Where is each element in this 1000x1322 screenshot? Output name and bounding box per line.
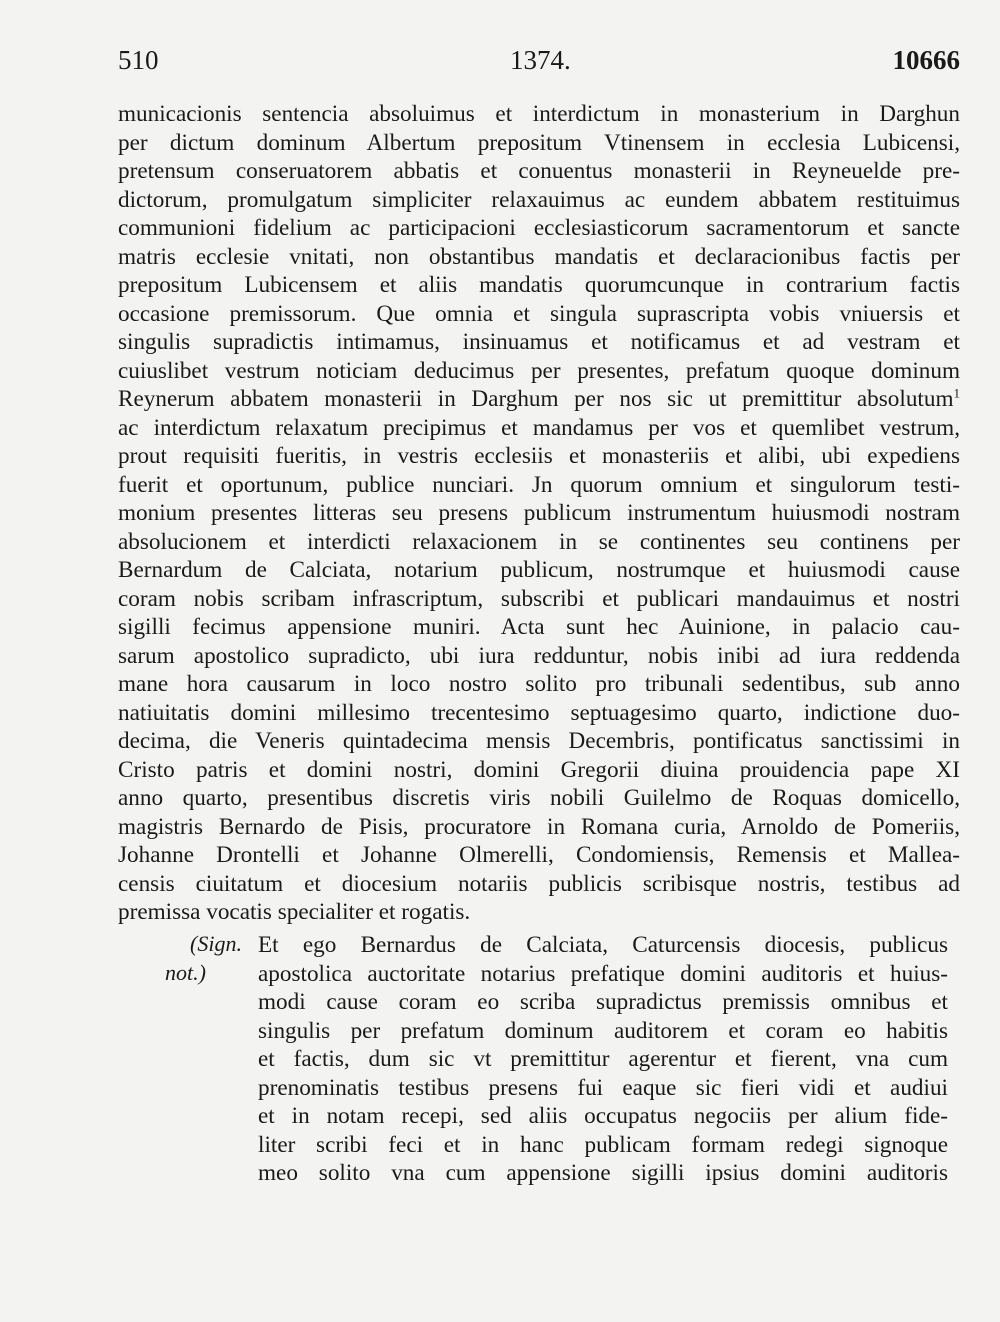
text-line: municacionis sentencia absoluimus et interdictum in monasterium in Darghun [118,101,960,127]
notary-line: modi cause coram eo scriba supradictus premissis omnibus et [258,989,948,1015]
text-line: Bernardum de Calciata, notarium publicum, nostrumque et huiusmodi cause [118,557,960,583]
text-line: premissa vocatis specialiter et rogatis. [118,899,471,925]
text-line: magistris Bernardo de Pisis, procuratore in Romana curia, Arnoldo de Pomeriis, [118,813,960,840]
notary-line: meo solito vna cum appensione sigilli ipsius domini auditoris [258,1160,948,1186]
text-line: singulis supradictis intimamus, insinuamus et notificamus et ad vestram et [118,329,960,355]
text-line: per dictum dominum Albertum prepositum Vtinensem in ecclesia Lubicensi, [118,129,960,156]
notary-line: apostolica auctoritate notarius prefatique domini auditoris et huius- [258,960,948,987]
text-line: fuerit et oportunum, publice nunciari. Jn quorum omnium et singulorum testi- [118,471,960,498]
text-line-part: Reynerum abbatem monasterii in Darghum per nos sic ut premittitur absolutum [118,386,954,412]
marginal-note-line: (Sign. [190,931,242,956]
notary-line: liter scribi feci et in hanc publicam formam redegi signoque [258,1131,948,1158]
text-line: ac interdictum relaxatum precipimus et mandamus per vos et quemlibet vestrum, [118,414,960,441]
text-line: sigilli fecimus appensione muniri. Acta sunt hec Auinione, in palacio cau- [118,614,960,640]
text-line: monium presentes litteras seu presens publicum instrumentum huiusmodi nostram [118,500,960,526]
text-line: matris ecclesie vnitati, non obstantibus mandatis et declaracionibus factis per [118,243,960,270]
notary-line: et factis, dum sic vt premittitur agerentur et fierent, vna cum [258,1046,948,1072]
text-line: natiuitatis domini millesimo trecentesimo septuagesimo quarto, indictione duo- [118,699,960,726]
text-line: sarum apostolico supradicto, ubi iura redduntur, nobis inibi ad iura reddenda [118,642,960,669]
notary-line: prenominatis testibus presens fui eaque sic fieri vidi et audiui [258,1074,948,1101]
text-line: decima, die Veneris quintadecima mensis Decembris, pontificatus sanctissimi in [118,728,960,754]
text-line: anno quarto, presentibus discretis viris nobili Guilelmo de Roquas domicello, [118,785,960,811]
document-year: 1374. [510,45,571,75]
text-line: Johanne Drontelli et Johanne Olmerelli, Condomiensis, Remensis et Mallea- [118,842,960,868]
text-line: mane hora causarum in loco nostro solito pro tribunali sedentibus, sub anno [118,671,960,697]
text-line: dictorum, promulgatum simpliciter relaxauimus ac eundem abbatem restituimus [118,186,960,213]
text-line: occasione premissorum. Que omnia et singula suprascripta vobis vniuersis et [118,300,960,327]
text-line: pretensum conseruatorem abbatis et conuentus monasterii in Reyneuelde pre- [118,158,960,184]
notary-line: singulis per prefatum dominum auditorem et coram eo habitis [258,1017,948,1044]
text-line: communioni fidelium ac participacioni ecclesiasticorum sacramentorum et sancte [118,215,960,241]
text-line: cuiuslibet vestrum noticiam deducimus per presentes, prefatum quoque dominum [118,357,960,384]
text-line: censis ciuitatum et diocesium notariis publicis scribisque nostris, testibus ad [118,870,960,897]
text-line: coram nobis scribam infrascriptum, subscribi et publicari mandauimus et nostri [118,585,960,612]
footnote-marker: 1 [953,385,960,401]
text-line-with-footnote [118,385,960,414]
notary-line: et in notam recepi, sed aliis occupatus negociis per alium fide- [258,1103,948,1129]
text-line: absolucionem et interdicti relaxacionem in se continentes seu continens per [118,528,960,555]
page-header [118,40,960,80]
page-number: 510 [118,45,159,75]
document-number: 10666 [892,45,960,75]
text-line: prout requisiti fueritis, in vestris ecclesiis et monasteriis et alibi, ubi expediens [118,443,960,469]
text-line: prepositum Lubicensem et aliis mandatis quorumcunque in contrarium factis [118,272,960,298]
marginal-note-line: not.) [165,959,206,985]
text-line: Cristo patris et domini nostri, domini Gregorii diuina prouidencia pape XI [118,756,960,783]
notary-line: Et ego Bernardus de Calciata, Caturcensis diocesis, publicus [258,932,948,958]
